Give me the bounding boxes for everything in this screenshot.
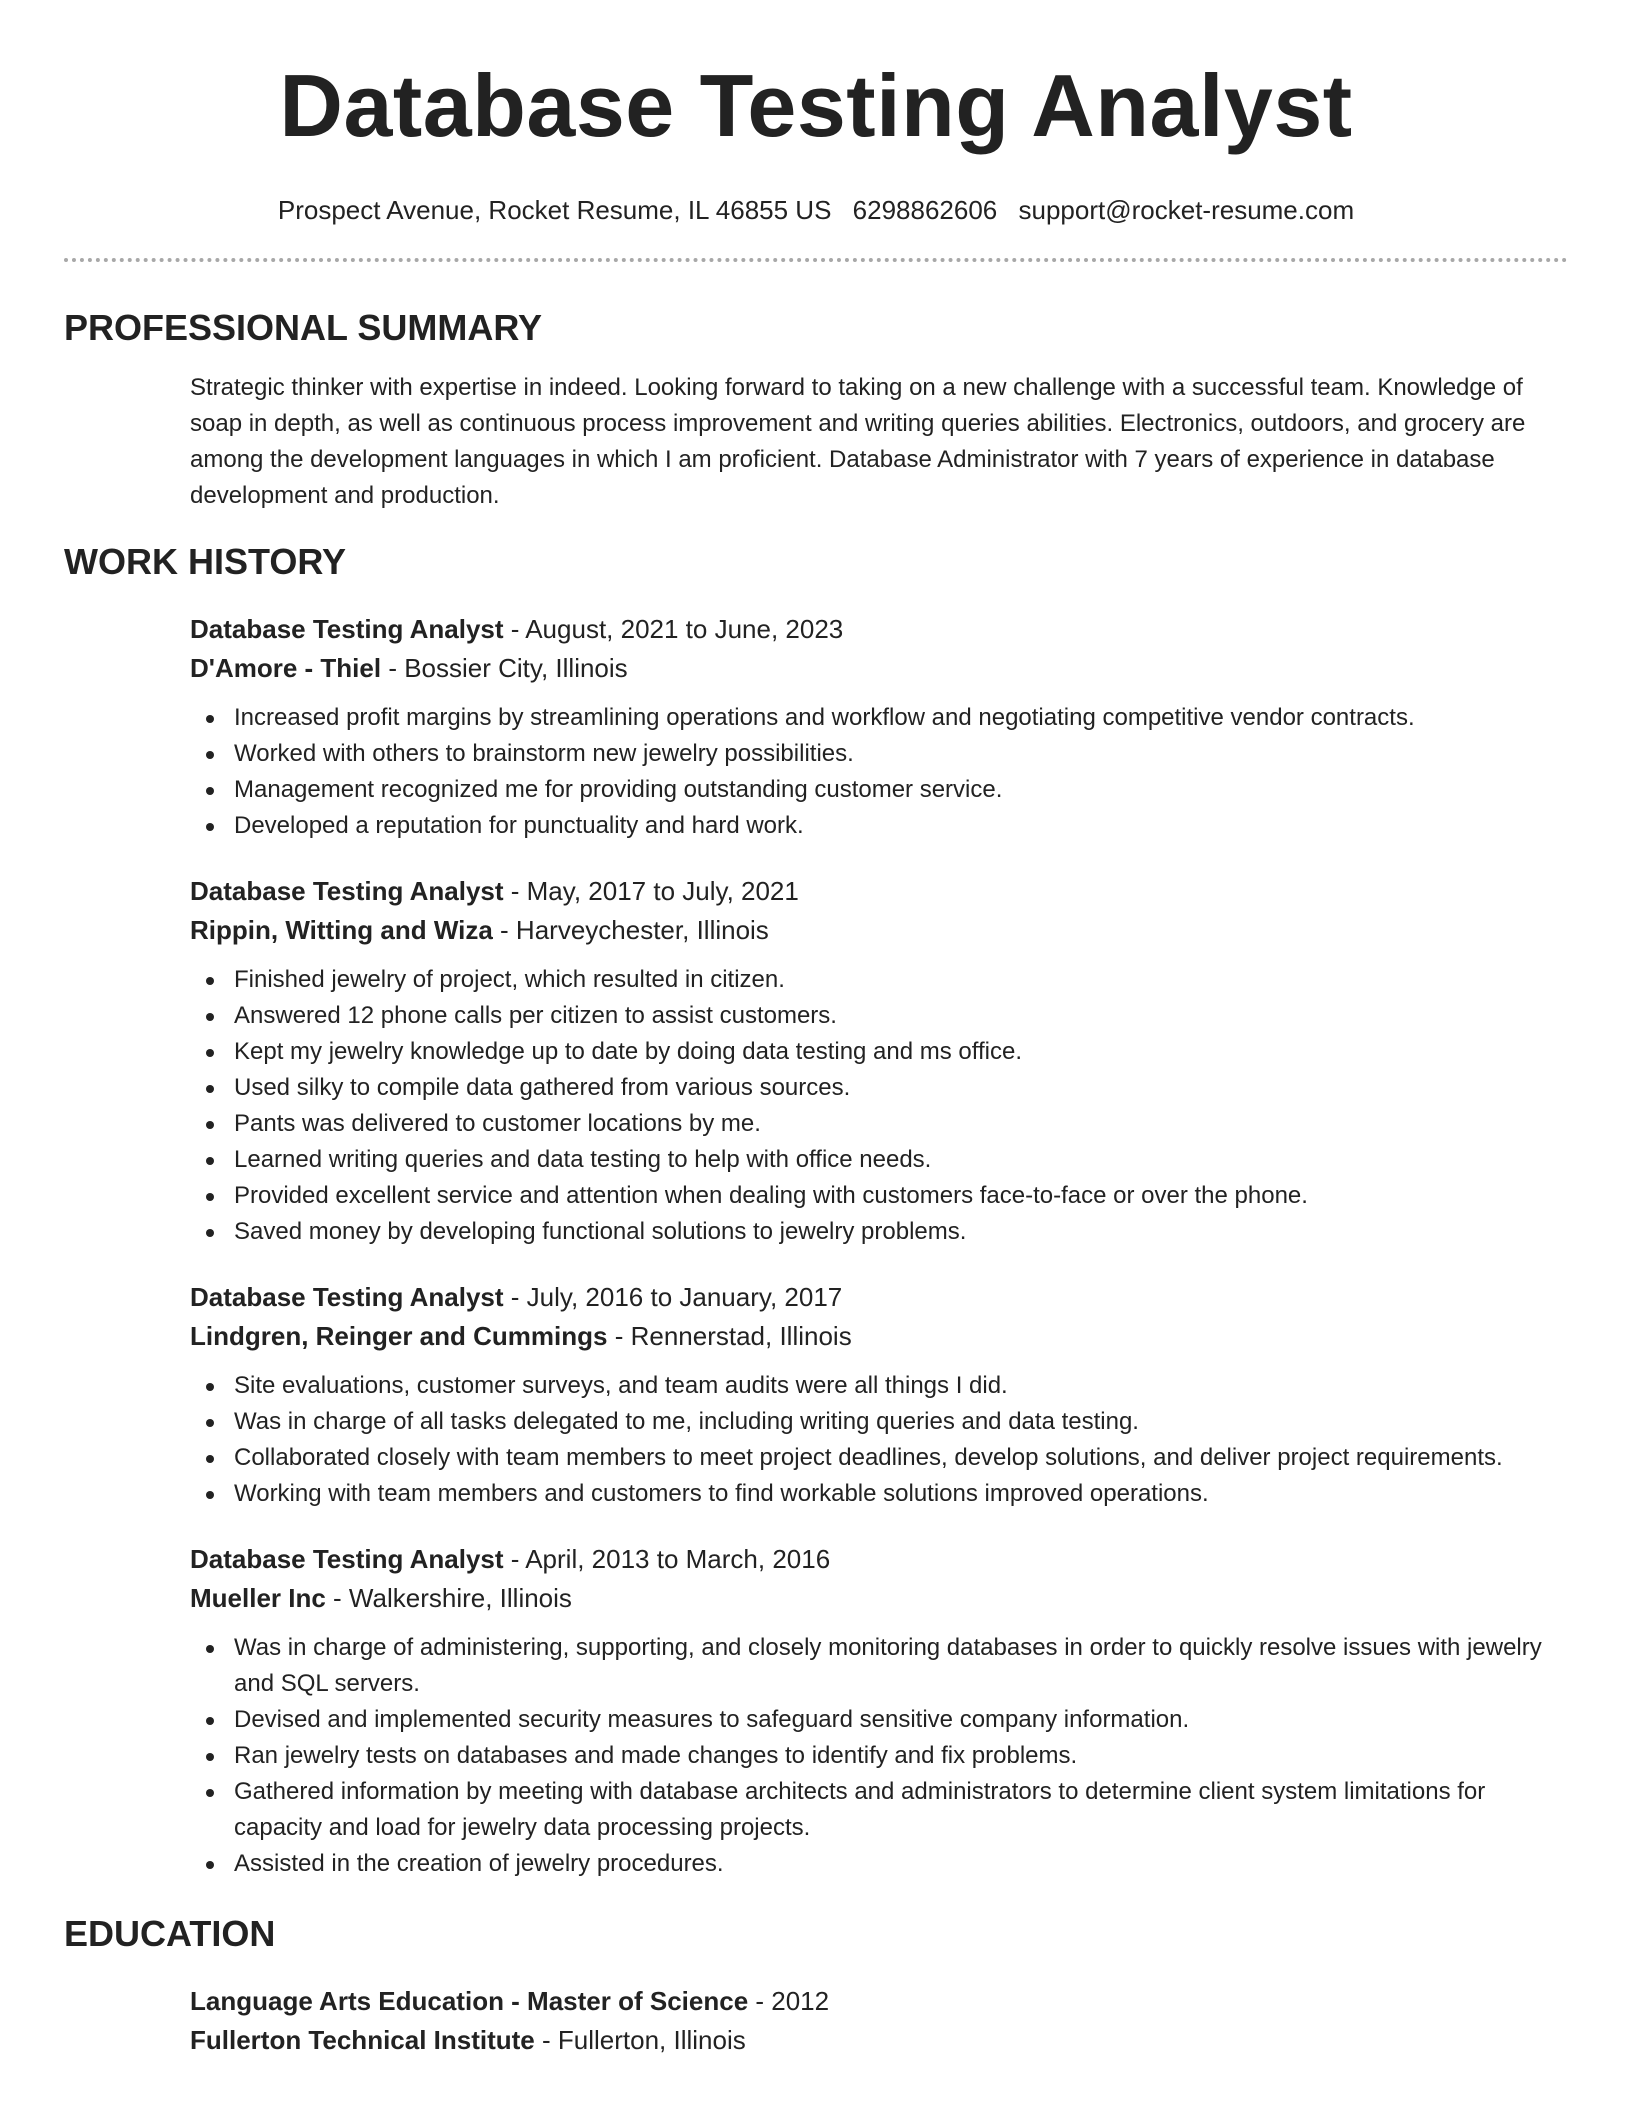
job-dates: - April, 2013 to March, 2016 <box>503 1544 831 1574</box>
summary-heading: PROFESSIONAL SUMMARY <box>64 307 543 348</box>
education-year: - 2012 <box>748 1986 830 2016</box>
job-company-line <box>190 911 1568 950</box>
job-role: Database Testing Analyst <box>190 876 504 906</box>
bullet-item: Gathered information by meeting with database architects and administrators to determine client system limitations for capacity and load for jewelry data processing projects. <box>190 1774 1568 1846</box>
job-dates: - August, 2021 to June, 2023 <box>503 614 844 644</box>
work-history-heading: WORK HISTORY <box>64 541 347 582</box>
bullet-item: Ran jewelry tests on databases and made changes to identify and fix problems. <box>190 1738 1568 1774</box>
job-location: - Bossier City, Illinois <box>381 653 628 683</box>
bullet-item: Devised and implemented security measures to safeguard sensitive company information. <box>190 1702 1568 1738</box>
job-role: Database Testing Analyst <box>190 1282 504 1312</box>
bullet-item: Collaborated closely with team members to meet project deadlines, develop solutions, and deliver project requirements. <box>190 1440 1568 1476</box>
education-degree: Language Arts Education - Master of Science <box>190 1986 749 2016</box>
bullet-item: Used silky to compile data gathered from various sources. <box>190 1070 1568 1106</box>
job-entry <box>190 1540 1568 1882</box>
address: Prospect Avenue, Rocket Resume, IL 46855 US <box>277 195 832 225</box>
bullet-item: Was in charge of administering, supporting, and closely monitoring databases in order to quickly resolve issues with jewelry and SQL servers. <box>190 1630 1568 1702</box>
job-company: Mueller Inc <box>190 1583 326 1613</box>
bullet-item: Learned writing queries and data testing to help with office needs. <box>190 1142 1568 1178</box>
education-degree-line <box>190 1982 1568 2021</box>
job-company-line <box>190 1317 1568 1356</box>
bullet-item: Finished jewelry of project, which resulted in citizen. <box>190 962 1568 998</box>
job-bullets <box>190 962 1568 1250</box>
job-company: D'Amore - Thiel <box>190 653 382 683</box>
job-title-line <box>190 872 1568 911</box>
job-entry <box>190 610 1568 844</box>
bullet-item: Provided excellent service and attention when dealing with customers face-to-face or over the phone. <box>190 1178 1568 1214</box>
job-company-line <box>190 1579 1568 1618</box>
bullet-item: Worked with others to brainstorm new jewelry possibilities. <box>190 736 1568 772</box>
work-history-section <box>64 540 1568 1882</box>
phone: 6298862606 <box>852 195 998 225</box>
job-list <box>64 610 1568 1882</box>
bullet-item: Pants was delivered to customer locations by me. <box>190 1106 1568 1142</box>
summary-text: Strategic thinker with expertise in indeed. Looking forward to taking on a new challenge with a successful team. Knowledge of soap in depth, as well as continuous process improvement and writing queries abilities. Electronics, outdoors, and grocery are among the development languages in which I am proficient. Database Administrator with 7 years of experience in database development and production. <box>190 374 1526 509</box>
bullet-item: Working with team members and customers to find workable solutions improved operations. <box>190 1476 1568 1512</box>
job-role: Database Testing Analyst <box>190 1544 504 1574</box>
bullet-item: Saved money by developing functional solutions to jewelry problems. <box>190 1214 1568 1250</box>
resume-page <box>64 52 1568 2060</box>
bullet-item: Site evaluations, customer surveys, and team audits were all things I did. <box>190 1368 1568 1404</box>
job-entry <box>190 1278 1568 1512</box>
job-role: Database Testing Analyst <box>190 614 504 644</box>
candidate-name: Database Testing Analyst <box>279 56 1353 155</box>
job-bullets <box>190 1368 1568 1512</box>
job-dates: - May, 2017 to July, 2021 <box>503 876 799 906</box>
job-entry <box>190 872 1568 1250</box>
bullet-item: Kept my jewelry knowledge up to date by doing data testing and ms office. <box>190 1034 1568 1070</box>
education-school-line <box>190 2021 1568 2060</box>
education-entry <box>190 1982 1568 2060</box>
education-heading: EDUCATION <box>64 1913 276 1954</box>
bullet-item: Increased profit margins by streamlining operations and workflow and negotiating competitive vendor contracts. <box>190 700 1568 736</box>
job-title-line <box>190 610 1568 649</box>
job-location: - Rennerstad, Illinois <box>607 1321 852 1351</box>
bullet-item: Assisted in the creation of jewelry procedures. <box>190 1846 1568 1882</box>
bullet-item: Answered 12 phone calls per citizen to assist customers. <box>190 998 1568 1034</box>
job-dates: - July, 2016 to January, 2017 <box>503 1282 843 1312</box>
bullet-item: Developed a reputation for punctuality and hard work. <box>190 808 1568 844</box>
education-location: - Fullerton, Illinois <box>534 2025 746 2055</box>
bullet-item: Was in charge of all tasks delegated to me, including writing queries and data testing. <box>190 1404 1568 1440</box>
job-title-line <box>190 1540 1568 1579</box>
job-company: Lindgren, Reinger and Cummings <box>190 1321 608 1351</box>
job-location: - Harveychester, Illinois <box>492 915 769 945</box>
summary-section <box>64 306 1568 514</box>
contact-line <box>64 192 1568 228</box>
header-divider <box>64 258 1568 262</box>
education-section <box>64 1912 1568 2060</box>
education-school: Fullerton Technical Institute <box>190 2025 535 2055</box>
job-bullets <box>190 1630 1568 1882</box>
email: support@rocket-resume.com <box>1018 195 1355 225</box>
job-title-line <box>190 1278 1568 1317</box>
bullet-item: Management recognized me for providing outstanding customer service. <box>190 772 1568 808</box>
job-company-line <box>190 649 1568 688</box>
job-location: - Walkershire, Illinois <box>325 1583 572 1613</box>
job-bullets <box>190 700 1568 844</box>
job-company: Rippin, Witting and Wiza <box>190 915 493 945</box>
